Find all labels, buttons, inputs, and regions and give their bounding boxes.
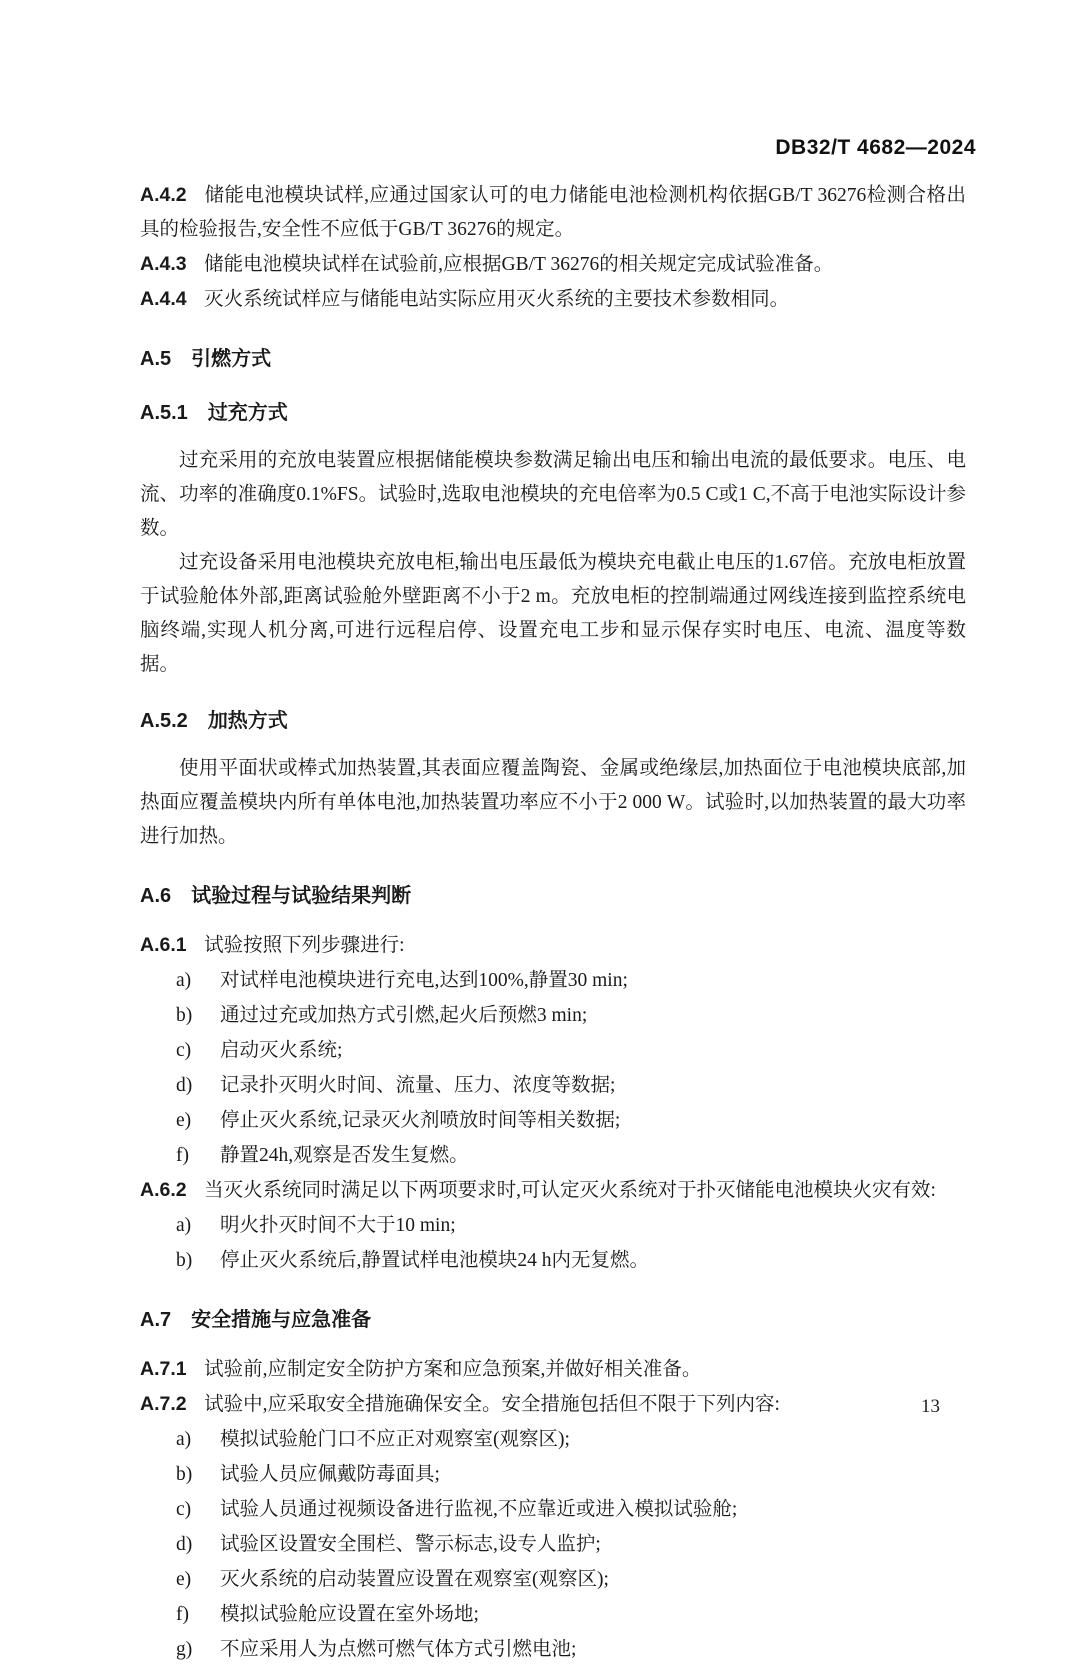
list-item (140, 1068, 966, 1103)
list-item-text: 灭火系统的启动装置应设置在观察室(观察区); (220, 1569, 609, 1590)
subsection-title: 加热方式 (207, 710, 288, 732)
list-item-label: c) (176, 1040, 192, 1061)
list-item-text: 试验区设置安全围栏、警示标志,设专人监护; (220, 1534, 601, 1555)
clause-a4-3 (140, 247, 966, 282)
section-heading-a6 (140, 881, 966, 911)
section-title: 引燃方式 (191, 348, 272, 370)
clause-text: 试验按照下列步骤进行: (204, 935, 405, 956)
clause-text: 试验中,应采取安全措施确保安全。安全措施包括但不限于下列内容: (204, 1394, 780, 1415)
subsection-heading-a5-1 (140, 398, 966, 428)
list-item (140, 998, 966, 1033)
list-item (140, 1597, 966, 1632)
list-item-text: 停止灭火系统,记录灭火剂喷放时间等相关数据; (220, 1110, 621, 1131)
page-content (140, 178, 966, 1667)
subsection-number: A.5.2 (140, 710, 188, 732)
clause-number: A.7.2 (140, 1393, 187, 1415)
section-number: A.5 (140, 348, 172, 370)
list-item (140, 1243, 966, 1278)
list-item (140, 1033, 966, 1068)
list-item-text: 停止灭火系统后,静置试样电池模块24 h内无复燃。 (220, 1250, 650, 1271)
clause-number: A.7.1 (140, 1358, 187, 1380)
list-item-text: 通过过充或加热方式引燃,起火后预燃3 min; (220, 1005, 588, 1026)
list-item (140, 1457, 966, 1492)
document-code-header: DB32/T 4682—2024 (775, 136, 976, 159)
clause-text: 当灭火系统同时满足以下两项要求时,可认定灭火系统对于扑灭储能电池模块火灾有效: (204, 1180, 936, 1201)
clause-a6-1 (140, 928, 966, 963)
list-item-label: b) (176, 1464, 193, 1485)
paragraph: 过充设备采用电池模块充放电柜,输出电压最低为模块充电截止电压的1.67倍。充放电柜放置于试验舱体外部,距离试验舱外壁距离不小于2 m。充放电柜的控制端通过网线连接到监控系统电脑终端,实现人机分离,可进行远程启停、设置充电工步和显示保存实时电压、电流、温度等数据。 (140, 552, 966, 675)
list-item (140, 1138, 966, 1173)
clause-a7-1 (140, 1352, 966, 1387)
section-heading-a5 (140, 344, 966, 374)
list-item (140, 1103, 966, 1138)
list-item-text: 记录扑灭明火时间、流量、压力、浓度等数据; (220, 1075, 616, 1096)
list-item-label: a) (176, 1215, 192, 1236)
list-item (140, 1422, 966, 1457)
clause-a4-4 (140, 282, 966, 317)
list-item (140, 1562, 966, 1597)
clause-text: 储能电池模块试样在试验前,应根据GB/T 36276的相关规定完成试验准备。 (204, 254, 834, 275)
list-item-label: f) (176, 1145, 189, 1166)
clause-text: 试验前,应制定安全防护方案和应急预案,并做好相关准备。 (204, 1359, 702, 1380)
clause-number: A.6.1 (140, 934, 187, 956)
section-title: 安全措施与应急准备 (191, 1309, 372, 1331)
clause-text: 灭火系统试样应与储能电站实际应用灭火系统的主要技术参数相同。 (204, 289, 790, 310)
clause-number: A.4.2 (140, 184, 187, 206)
list-item-label: f) (176, 1604, 189, 1625)
list-item (140, 1208, 966, 1243)
list-item-label: e) (176, 1110, 192, 1131)
list-item-text: 不应采用人为点燃可燃气体方式引燃电池; (220, 1639, 577, 1660)
list-item-label: g) (176, 1639, 193, 1660)
list-item-text: 试验人员通过视频设备进行监视,不应靠近或进入模拟试验舱; (220, 1499, 738, 1520)
list-item-text: 对试样电池模块进行充电,达到100%,静置30 min; (220, 970, 628, 991)
list-item-text: 模拟试验舱应设置在室外场地; (220, 1604, 479, 1625)
list-item-label: b) (176, 1005, 193, 1026)
section-heading-a7 (140, 1305, 966, 1335)
list-item (140, 1632, 966, 1667)
list-item (140, 1492, 966, 1527)
subsection-number: A.5.1 (140, 402, 188, 424)
list-item-label: d) (176, 1534, 193, 1555)
list-item (140, 1527, 966, 1562)
clause-a6-2 (140, 1173, 966, 1208)
list-item-text: 静置24h,观察是否发生复燃。 (220, 1145, 469, 1166)
list-item-label: a) (176, 1429, 192, 1450)
clause-number: A.4.4 (140, 288, 187, 310)
page-number: 13 (921, 1396, 940, 1417)
paragraph: 过充采用的充放电装置应根据储能模块参数满足输出电压和输出电流的最低要求。电压、电流、功率的准确度0.1%FS。试验时,选取电池模块的充电倍率为0.5 C或1 C,不高于电池实际设计参数。 (140, 450, 966, 539)
list-item-label: c) (176, 1499, 192, 1520)
section-title: 试验过程与试验结果判断 (191, 885, 412, 907)
clause-number: A.4.3 (140, 253, 187, 275)
list-item-label: e) (176, 1569, 192, 1590)
clause-number: A.6.2 (140, 1179, 187, 1201)
paragraph: 使用平面状或棒式加热装置,其表面应覆盖陶瓷、金属或绝缘层,加热面位于电池模块底部,加热面应覆盖模块内所有单体电池,加热装置功率应不小于2 000 W。试验时,以加热装置的最大功率进行加热。 (140, 758, 966, 847)
list-item-text: 模拟试验舱门口不应正对观察室(观察区); (220, 1429, 570, 1450)
section-number: A.7 (140, 1309, 172, 1331)
list-item-text: 明火扑灭时间不大于10 min; (220, 1215, 456, 1236)
list-item-text: 启动灭火系统; (220, 1040, 343, 1061)
subsection-heading-a5-2 (140, 706, 966, 736)
list-item-label: d) (176, 1075, 193, 1096)
list-item (140, 963, 966, 998)
clause-text: 储能电池模块试样,应通过国家认可的电力储能电池检测机构依据GB/T 36276检测合格出具的检验报告,安全性不应低于GB/T 36276的规定。 (140, 185, 966, 240)
subsection-title: 过充方式 (207, 402, 288, 424)
list-item-label: b) (176, 1250, 193, 1271)
section-number: A.6 (140, 885, 172, 907)
list-item-label: a) (176, 970, 192, 991)
clause-a7-2 (140, 1387, 966, 1422)
clause-a4-2 (140, 178, 966, 247)
list-item-text: 试验人员应佩戴防毒面具; (220, 1464, 440, 1485)
